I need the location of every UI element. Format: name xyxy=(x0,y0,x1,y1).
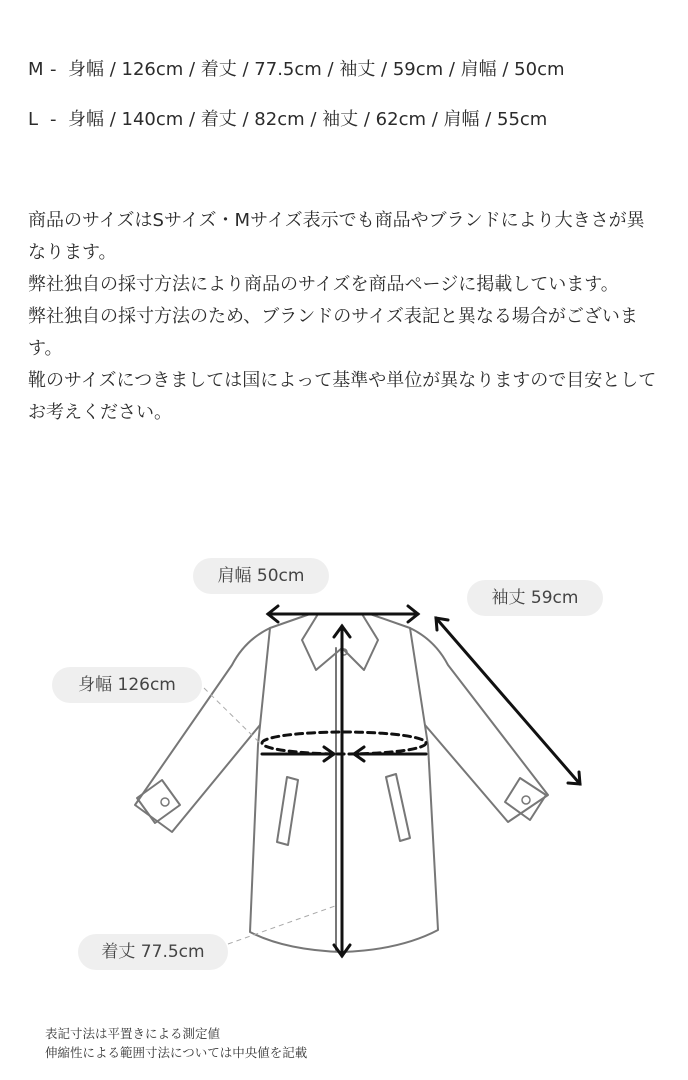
footnote-line: 表記寸法は平置きによる測定値 xyxy=(45,1026,221,1041)
right-cuff-button xyxy=(522,796,530,804)
note-paragraph: 弊社独自の採寸方法により商品のサイズを商品ページに掲載しています。 xyxy=(28,274,619,295)
sleeve-arrow xyxy=(436,618,580,784)
size-spec: 身幅 / 126cm / 着丈 / 77.5cm / 袖丈 / 59cm / 肩幅 / 50cm xyxy=(68,59,565,80)
footnote-line: 伸縮性による範囲寸法については中央値を記載 xyxy=(45,1045,308,1060)
size-label: L xyxy=(28,109,39,130)
size-label: M xyxy=(28,59,44,80)
note-paragraph: 商品のサイズはSサイズ・Mサイズ表示でも商品やブランドにより大きさが異なります。 xyxy=(28,210,645,263)
length-leader-line xyxy=(228,906,335,944)
shoulder-width-label: 肩幅 50cm xyxy=(193,558,329,594)
coat-measurement-diagram xyxy=(0,540,688,980)
left-cuff xyxy=(137,780,180,823)
measurement-footnote xyxy=(45,1024,307,1062)
left-sleeve-outline xyxy=(135,628,270,832)
body-width-ellipse xyxy=(262,732,426,754)
note-paragraph: 靴のサイズにつきましては国によって基準や単位が異なりますので目安としてお考えください。 xyxy=(28,370,657,423)
size-spec: 身幅 / 140cm / 着丈 / 82cm / 袖丈 / 62cm / 肩幅 / 55cm xyxy=(68,109,548,130)
size-row-l xyxy=(28,108,547,132)
size-notes xyxy=(28,205,658,429)
sleeve-length-label: 袖丈 59cm xyxy=(467,580,603,616)
total-length-label: 着丈 77.5cm xyxy=(78,934,228,970)
body-leader-line xyxy=(204,688,262,745)
collar-right xyxy=(342,614,378,670)
note-paragraph: 弊社独自の採寸方法のため、ブランドのサイズ表記と異なる場合がございます。 xyxy=(28,306,638,359)
size-separator: - xyxy=(50,109,57,130)
left-cuff-button xyxy=(161,798,169,806)
right-pocket xyxy=(386,774,410,841)
size-separator: - xyxy=(50,59,57,80)
left-pocket xyxy=(277,777,298,845)
coat-body-outline xyxy=(250,614,438,952)
body-width-label: 身幅 126cm xyxy=(52,667,202,703)
size-row-m xyxy=(28,58,565,82)
